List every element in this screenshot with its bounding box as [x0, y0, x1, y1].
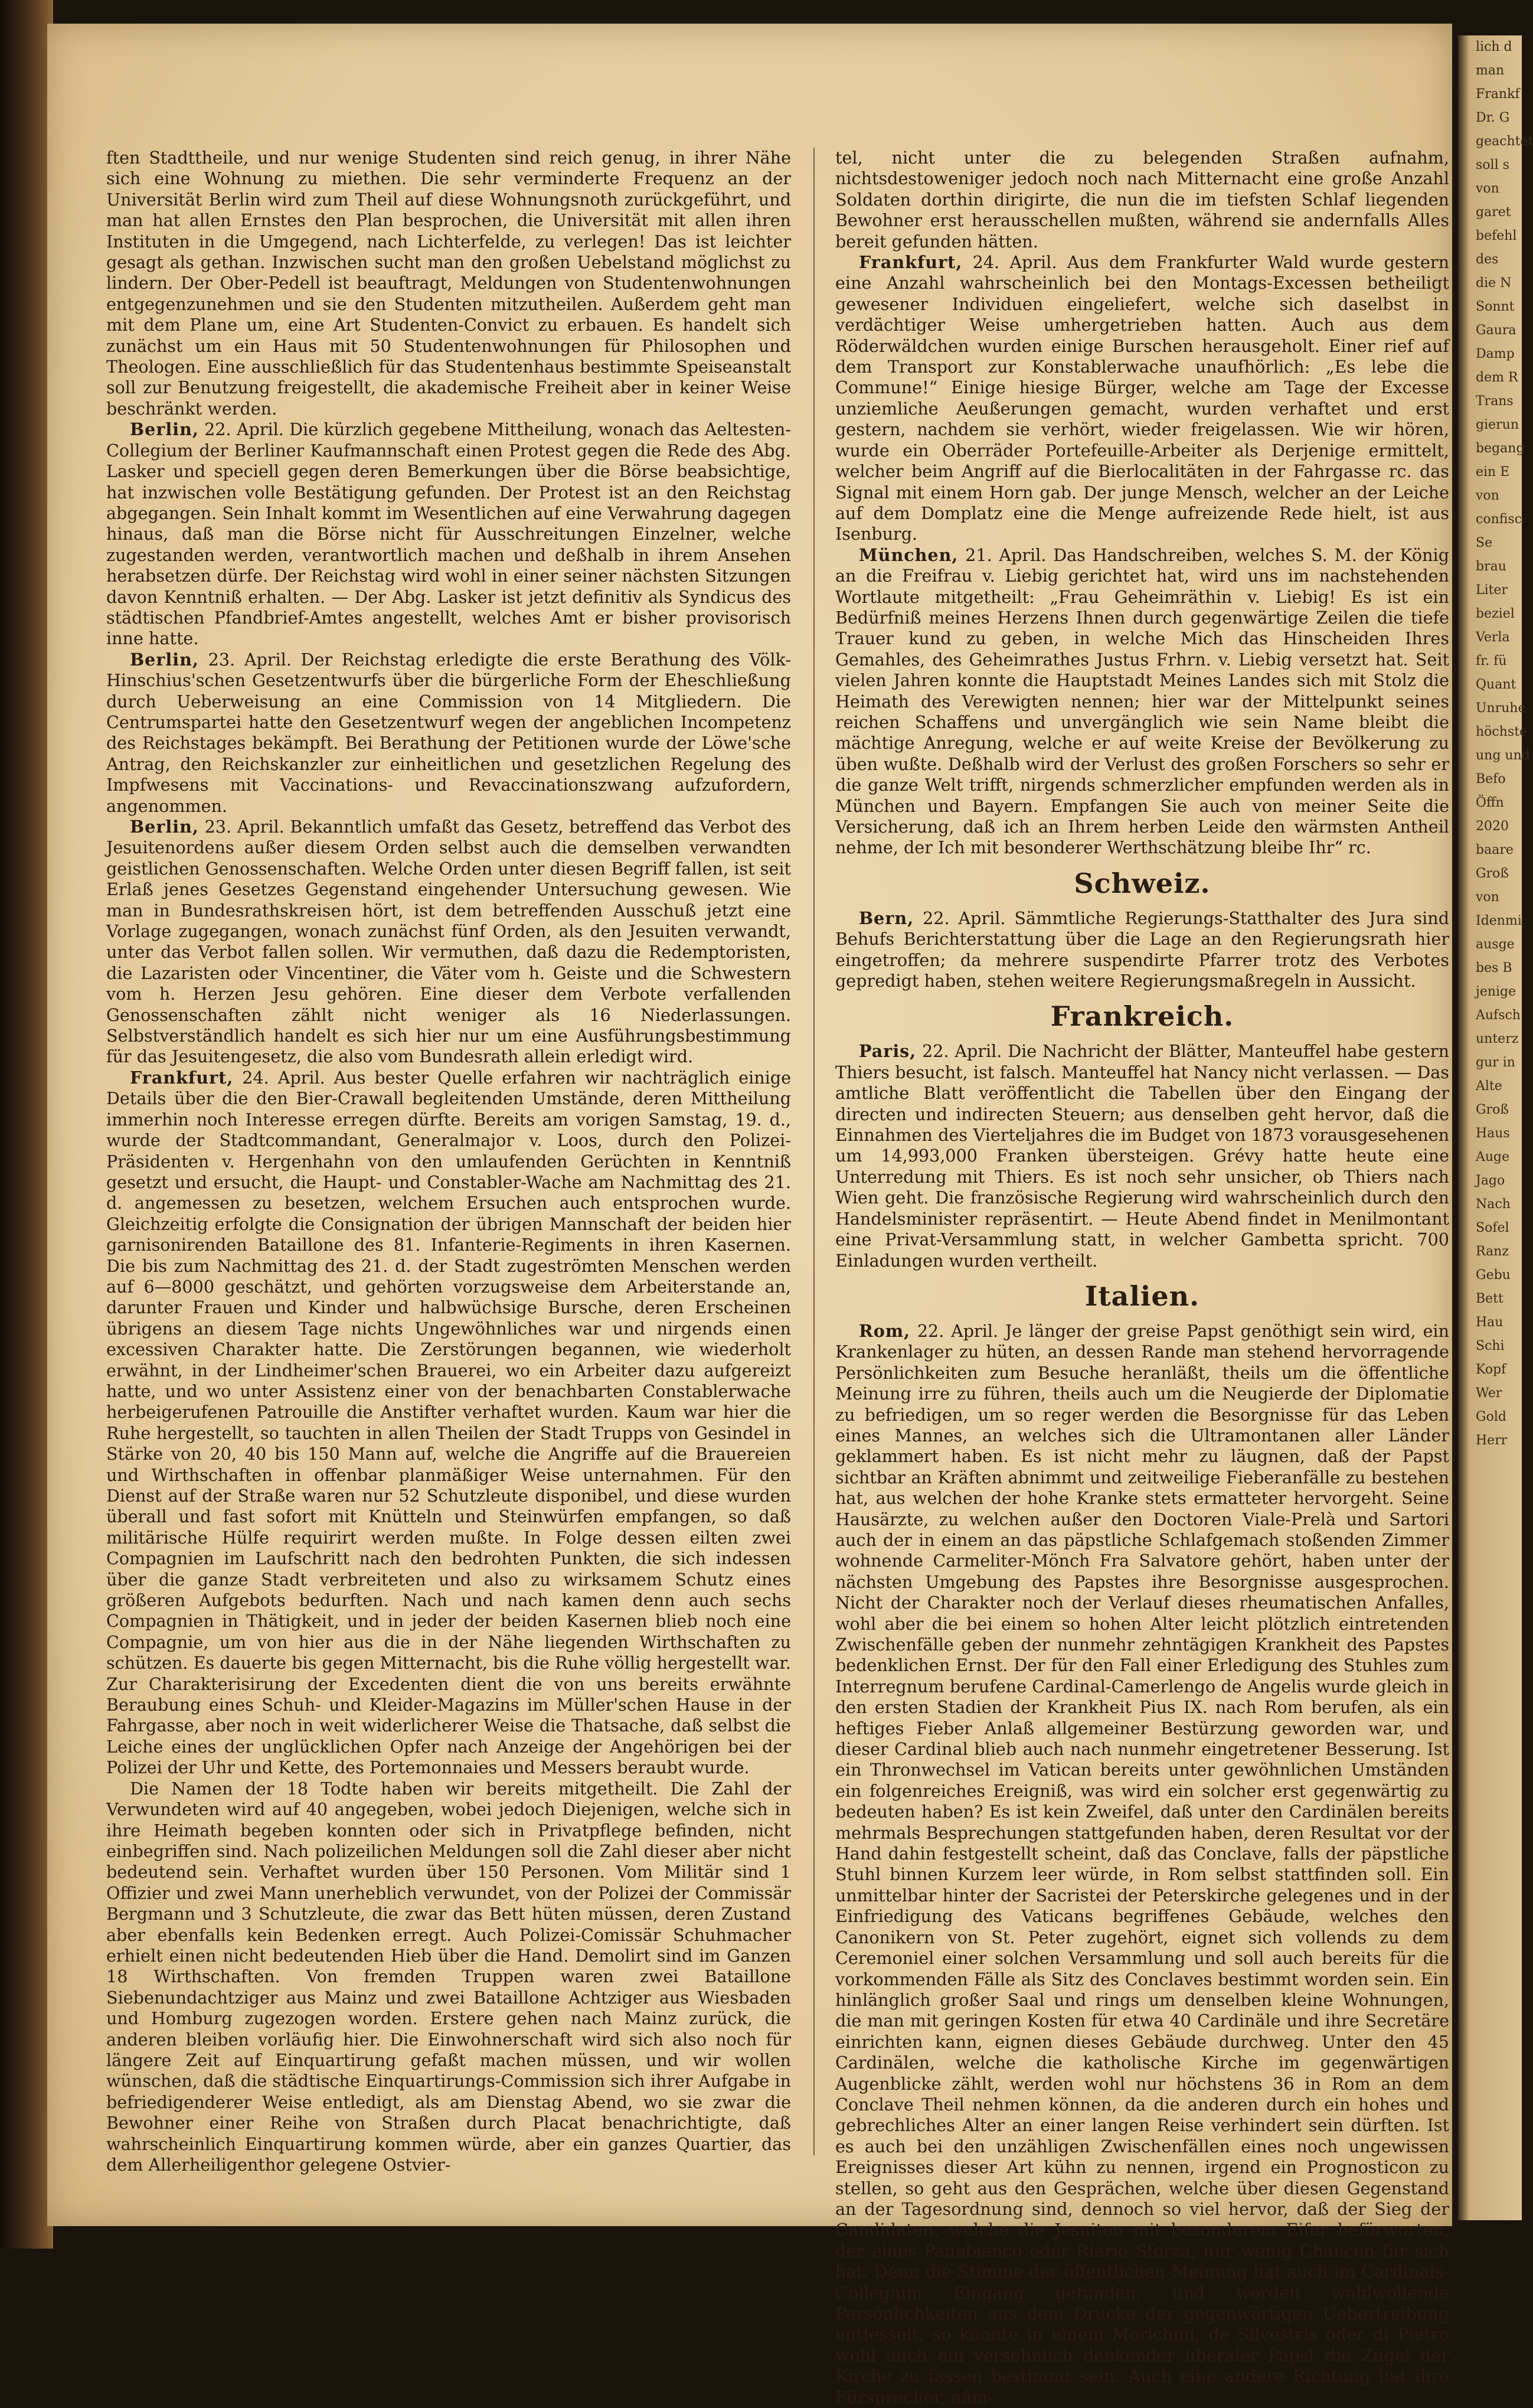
margin-text-fragment: baare — [1476, 843, 1514, 857]
margin-text-fragment: befehl — [1476, 229, 1517, 243]
dateline: Frankfurt, — [130, 1067, 234, 1088]
margin-text-fragment: gur in — [1476, 1055, 1515, 1070]
margin-text-fragment: Se — [1476, 536, 1493, 550]
margin-text-fragment: brau — [1476, 559, 1506, 574]
margin-text-fragment: Haus — [1476, 1126, 1510, 1141]
body-text: 24. April. Aus bester Quelle erfahren wir nachträglich einige Details über die den Bier-Crawall begleitenden Umstände, deren Mittheilung immerhin noch Interesse erregen dürfte. Bereits am vorigen Samstag, 19. d., wurde der Stadtcommandant, Generalmajor v. Loos, durch den Polizei-Präsidenten v. Hergenhahn von den umlaufenden Gerüchten in Kenntniß gesetzt und ersucht, die Haupt- und Constabler-Wache am Nachmittag des 21. d. angemessen zu besetzen, welchem Ersuchen auch entsprochen wurde. Gleichzeitig erfolgte die Consignation der übrigen Mannschaft der beiden hier garnisonirenden Bataillone des 81. Infanterie-Regiments in ihren Kasernen. Die bis zum Nachmittag des 21. d. der Stadt zugeströmten Menschen werden auf 6—8000 geschätzt, und gehörten vorzugsweise dem Arbeiterstande an, darunter Frauen und Kinder und halbwüchsige Bursche, deren Erscheinen übrigens an diesem Tage nichts Ungewöhnliches war und nirgends einen excessiven Charakter hatte. Die Zerstörungen begannen, wie wiederholt erwähnt, in der Lindheimer'schen Brauerei, wo ein Arbeiter dazu aufgereizt hatte, und wo unter Assistenz einer von der benachbarten Constablerwache herbeigerufenen Patrouille die Anstifter verhaftet wurden. Kaum war hier die Ruhe hergestellt, so tauchten in allen Theilen der Stadt Trupps von Gesindel in Stärke von 20, 40 bis 150 Mann auf, welche die Angriffe auf die Brauereien und Wirthschaften in offenbar planmäßiger Weise unternahmen. Für den Dienst auf der Straße waren nur 52 Schutzleute disponibel, und diese wurden überall und fast sofort mit Knütteln und Steinwürfen empfangen, so daß militärische Hülfe requirirt werden mußte. In Folge dessen eilten zwei Compagnien im Laufschritt nach den bedrohten Punkten, die sich indessen über die ganze Stadt verbreiteten und also zu wirksamem Schutz eines größeren Aufgebots bedurften. Nach und nach kamen denn auch sechs Compagnien in Thätigkeit, und in jeder der beiden Kasernen blieb noch eine Compagnie, um von hier aus die in der Nähe liegenden Wirthschaften zu schützen. Es dauerte bis gegen Mitternacht, bis die Ruhe völlig hergestellt war. Zur Charakterisirung der Excedenten dient die von uns bereits erwähnte Beraubung eines Schuh- und Kleider-Magazins im Müller'schen Hause in der Fahrgasse, aber noch in weit widerlicherer Weise die Thatsache, daß selbst die Leiche eines der unglücklichen Opfer nach Anzeige der Angehörigen bei der Polizei der Uhr und Kette, des Portemonnaies und Messers beraubt wurde. — [106, 1067, 791, 1778]
margin-text-fragment: Trans — [1476, 394, 1514, 409]
body-text: 23. April. Bekanntlich umfaßt das Gesetz, betreffend das Verbot des Jesuitenordens außer diesem Orden selbst auch die demselben verwandten geistlichen Genossenschaften. Welche Orden unter diesen Begriff fallen, ist seit Erlaß jenes Gesetzes Gegenstand eingehender Untersuchung gewesen. Wie man in Bundesrathskreisen hört, ist dem betreffenden Ausschuß jetzt eine Vorlage zugegangen, wonach zunächst fünf Orden, als den Jesuiten verwandt, unter das Verbot fallen sollen. Wir vermuthen, daß dazu die Redemptoristen, die Lazaristen oder Vincentiner, die Väter vom h. Geiste und die Schwestern vom h. Herzen Jesu gehören. Eine dieser dem Verbote verfallenden Genossenschaften zählt nicht weniger als 16 Niederlassungen. Selbstverständlich handelt es sich hier nur um eine Ausführungsbestimmung für das Jesuitengesetz, die also vom Bundesrath allein erledigt wird. — [106, 817, 791, 1067]
body-text: 22. April. Sämmtliche Regierungs-Statthalter des Jura sind Behufs Berichterstattung über die Lage an den Regierungsrath hier eingetroffen; da mehrere suspendirte Pfarrer trotz des Verbotes gepredigt haben, stehen weitere Regierungsmaßregeln in Aussicht. — [835, 908, 1449, 991]
dateline: Frankfurt, — [859, 252, 963, 273]
book-binding-edge — [0, 0, 53, 2249]
news-item — [835, 908, 1449, 992]
margin-text-fragment: Nach — [1476, 1197, 1511, 1212]
margin-text-fragment: Aufsch — [1476, 1008, 1521, 1023]
margin-text-fragment: Jago — [1476, 1173, 1505, 1188]
body-text: 22. April. Die Nachricht der Blätter, Manteuffel habe gestern Thiers besucht, ist falsch. Manteuffel hat Nancy nicht verlassen. — Das amtliche Blatt veröffentlicht die Tabellen über den Eingang der directen und indirecten Steuern; aus denselben geht hervor, daß die Einnahmen des Vierteljahres die im Budget von 1873 vorausgesehenen um 14,993,000 Franken übersteigen. Grévy hatte heute eine Unterredung mit Thiers. Es ist noch sehr unsicher, ob Thiers nach Wien geht. Die französische Regierung wird wahrscheinlich durch den Handelsminister repräsentirt. — Heute Abend findet in Menilmontant eine Privat-Versammlung statt, in welcher Gambetta spricht. 700 Einladungen wurden vertheilt. — [835, 1041, 1449, 1271]
margin-text-fragment: Liter — [1476, 583, 1508, 598]
adjacent-page-margin — [1458, 35, 1533, 2220]
margin-text-fragment: 2020 — [1476, 819, 1509, 834]
margin-text-fragment: Groß — [1476, 866, 1509, 881]
margin-text-fragment: bes B — [1476, 961, 1512, 975]
margin-text-fragment: Alte — [1476, 1079, 1502, 1094]
dateline: Paris, — [859, 1041, 917, 1062]
margin-text-fragment: Sonnt — [1476, 299, 1515, 314]
margin-text-fragment: soll s — [1476, 158, 1509, 172]
margin-text-fragment: Öffn — [1476, 795, 1504, 810]
dateline: Berlin, — [130, 817, 199, 837]
margin-text-fragment: Damp — [1476, 347, 1515, 361]
margin-text-fragment: von — [1476, 890, 1499, 905]
margin-text-fragment: Gold — [1476, 1409, 1506, 1424]
margin-text-fragment: ein E — [1476, 465, 1510, 479]
margin-text-fragment: Auge — [1476, 1150, 1510, 1164]
margin-text-fragment: unterz — [1476, 1032, 1519, 1046]
margin-text-fragment: höchste — [1476, 725, 1528, 739]
margin-text-fragment: die N — [1476, 276, 1512, 291]
margin-text-fragment: Wer — [1476, 1386, 1502, 1401]
dateline: Berlin, — [130, 649, 199, 670]
margin-text-fragment: fr. fü — [1476, 654, 1507, 668]
margin-text-fragment: jenige — [1476, 984, 1516, 999]
body-text: 21. April. Das Handschreiben, welches S. M. der König an die Freifrau v. Liebig gerichtet hat, wird uns im nachstehenden Wortlaute mitgetheilt: „Frau Geheimräthin v. Liebig! Es ist ein Bedürfniß meines Herzens Ihnen durch gegenwärtige Zeilen die tiefe Trauer kund zu geben, in welche Mich das Hinscheiden Ihres Gemahles, des Geheimrathes Justus Frhrn. v. Liebig versetzt hat. Seit vielen Jahren konnte die Hauptstadt Meines Landes sich mit Stolz die Heimath des Verewigten nennen; hier war der Mittelpunkt seines reichen Schaffens und unvergänglich wie sein Name bleibt die mächtige Anregung, welche er auf weite Kreise der Bevölkerung zu üben wußte. Deßhalb wird der Verlust des großen Forschers so sehr er die ganze Welt trifft, nirgends schmerzlicher empfunden werden als in München und Bayern. Empfangen Sie auch von meiner Seite die Versicherung, daß ich an Ihrem herben Leide den wärmsten Antheil nehme, der Ich mit besonderer Werthschätzung bleibe Ihr“ rc. — [835, 544, 1449, 858]
margin-text-fragment: Idenmi — [1476, 913, 1522, 928]
body-text: 24. April. Aus dem Frankfurter Wald wurde gestern eine Anzahl wahrscheinlich bei den Montags-Excessen betheiligt gewesener Individuen eingeliefert, welche sich daselbst in verdächtiger Weise umhergetrieben hatten. Auch aus dem Röderwäldchen wurden einige Burschen herausgeholt. Einer rief auf dem Transport zur Konstablerwache unaufhörlich: „Es lebe die Commune!“ Einige hiesige Bürger, welche am Tage der Excesse unziemliche Aeußerungen gemacht, wurden verhaftet und erst gestern, nachdem sie verhört, wieder freigelassen. Wie wir hören, wurde ein Oberräder Portefeuille-Arbeiter als Derjenige ermittelt, welcher beim Angriff auf die Bierlocalitäten in der Fahrgasse rc. das Signal mit einem Horn gab. Der junge Mensch, welcher an der Leiche auf dem Domplatz eine die Menge aufreizende Rede hielt, ist aus Isenburg. — [835, 252, 1449, 544]
dateline: Berlin, — [130, 419, 199, 440]
section-heading: Schweiz. — [1074, 867, 1211, 899]
margin-text-fragment: Groß — [1476, 1102, 1509, 1117]
body-text: Die Namen der 18 Todte haben wir bereits mitgetheilt. Die Zahl der Verwundeten wird auf 40 angegeben, wobei jedoch Diejenigen, welche sich in ihre Heimath begeben konnten oder sich in Privatpflege befinden, nicht einbegriffen sind. Nach polizeilichen Meldungen soll die Zahl dieser aber nicht bedeutend sein. Verhaftet wurden über 150 Personen. Vom Militär sind 1 Offizier und zwei Mann unerheblich verwundet, von der Polizei der Commissär Bergmann und 3 Schutzleute, die zwar das Bett hüten müssen, deren Zustand aber ebenfalls kein Bedenken erregt. Auch Polizei-Comissär Schuhmacher erhielt einen nicht bedeutenden Hieb über die Hand. Demolirt sind im Ganzen 18 Wirthschaften. Von fremden Truppen waren zwei Bataillone Siebenundachtziger aus Mainz und zwei Bataillone Achtziger aus Wiesbaden und Homburg zugezogen worden. Erstere gehen nach Mainz zurück, die anderen bleiben vorläufig hier. Die Einwohnerschaft wird sich also noch für längere Zeit auf Einquartirung gefaßt machen müssen, und wir wollen wünschen, daß die städtische Einquartirungs-Commission sich ihrer Aufgabe in befriedigenderer Weise entledigt, als am Dienstag Abend, wo sie zwar die Bewohner einer Reihe von Straßen durch Placat benachrichtigte, daß wahrscheinlich Einquartirung kommen würde, aber ein ganzes Quartier, das dem Allerheiligenthor gelegene Ostvier- — [106, 1778, 791, 2175]
section-heading: Italien. — [1084, 1280, 1200, 1312]
margin-text-fragment: Kopf — [1476, 1362, 1506, 1377]
news-item — [106, 419, 791, 649]
news-item — [106, 817, 791, 1068]
dateline: Rom, — [859, 1320, 911, 1341]
margin-text-fragment: von — [1476, 488, 1499, 503]
margin-text-fragment: Gaura — [1476, 323, 1516, 338]
section-heading: Frankreich. — [1050, 1000, 1234, 1033]
column-divider — [813, 148, 815, 2155]
margin-text-fragment: Gebu — [1476, 1268, 1511, 1283]
margin-text-fragment: Dr. G — [1476, 110, 1510, 125]
body-text: 22. April. Die kürzlich gegebene Mittheilung, wonach das Aeltesten-Collegium der Berliner Kaufmannschaft einen Protest gegen die Rede des Abg. Lasker und speciell gegen deren Bemerkungen über die Börse beabsichtige, hat inzwischen volle Bestätigung gefunden. Der Protest ist an den Reichstag abgegangen. Sein Inhalt kommt im Wesentlichen auf eine Verwahrung dagegen hinaus, daß man die Börse nicht für Ausschreitungen Einzelner, welche zugestanden werden, verantwortlich machen und deßhalb in ihrem Ansehen herabsetzen dürfe. Der Reichstag wird wohl in einer seiner nächsten Sitzungen davon Kenntniß erhalten. — Der Abg. Lasker ist jetzt definitiv als Syndicus des städtischen Pfandbrief-Amtes angestellt, welches Amt er bisher provisorisch inne hatte. — [106, 419, 791, 649]
margin-text-fragment: garet — [1476, 205, 1511, 220]
margin-text-fragment: Unruhe — [1476, 701, 1526, 716]
margin-text-fragment: dem R — [1476, 370, 1518, 385]
dateline: München, — [859, 544, 959, 565]
margin-text-fragment: lich d — [1476, 40, 1512, 54]
news-item — [835, 1321, 1449, 2408]
news-item — [106, 1068, 791, 1779]
article-paragraph — [835, 148, 1449, 252]
margin-text-fragment: ung und — [1476, 748, 1530, 763]
margin-text-fragment: beziel — [1476, 606, 1515, 621]
news-item — [835, 252, 1449, 545]
margin-text-fragment: Schi — [1476, 1339, 1505, 1353]
margin-text-fragment: Befo — [1476, 772, 1506, 787]
margin-text-fragment: confisc — [1476, 512, 1522, 527]
margin-text-fragment: von — [1476, 181, 1499, 196]
body-text: 23. April. Der Reichstag erledigte die erste Berathung des Völk-Hinschius'schen Gesetzentwurfs über die bürgerliche Form der Eheschließung durch Ueberweisung an eine Commission von 14 Mitgliedern. Die Centrumspartei hatte den Gesetzentwurf wegen der angeblichen Incompetenz des Reichstages bekämpft. Bei Berathung der Petitionen wurde der Löwe'sche Antrag, den Reichskanzler zur einheitlichen und gesetzlichen Regelung des Impfwesens mit Vaccinations- und Revaccinationszwang aufzufordern, angenommen. — [106, 649, 791, 816]
news-item — [835, 545, 1449, 859]
article-paragraph — [106, 148, 791, 419]
dateline: Bern, — [859, 908, 914, 928]
margin-text-fragment: Bett — [1476, 1291, 1503, 1306]
margin-text-fragment: Hau — [1476, 1315, 1503, 1330]
margin-text-fragment: Ranz — [1476, 1244, 1509, 1259]
body-text: tel, nicht unter die zu belegenden Straßen aufnahm, nichtsdestoweniger jedoch noch nach Mitternacht eine große Anzahl Soldaten dorthin dirigirte, die nun die im tiefsten Schlaf liegenden Bewohner erst herausschellen mußten, während sie andernfalls Alles bereit gefunden hätten. — [835, 148, 1449, 252]
body-text: 22. April. Je länger der greise Papst genöthigt sein wird, ein Krankenlager zu hüten, an dessen Rande man stehend hervorragende Persönlichkeiten zum Besuche heranläßt, theils um die öffentliche Meinung irre zu führen, theils auch um die Neugierde der Diplomatie zu befriedigen, um so reger werden die Besorgnisse für das Leben eines Mannes, an welches sich die Ultramontanen aller Länder geklammert haben. Es ist nicht mehr zu läugnen, daß der Papst sichtbar an Kräften abnimmt und zeitweilige Fieberanfälle zu bestehen hat, aus welchen der hohe Kranke stets ermatteter hervorgeht. Seine Hausärzte, zu welchen außer den Doctoren Viale-Prelà und Sartori auch der in einem an das päpstliche Schlafgemach stoßenden Zimmer wohnende Carmeliter-Mönch Fra Salvatore gehört, haben unter der nächsten Umgebung des Papstes ihre Besorgnisse ausgesprochen. Nicht der Charakter noch der Verlauf dieses rheumatischen Anfalles, wohl aber die bei einem so hohen Alter leicht plötzlich eintretenden Zwischenfälle geben der nunmehr zehntägigen Krankheit des Papstes bedenklichen Ernst. Der für den Fall einer Erledigung des Stuhles zum Interregnum berufene Cardinal-Camerlengo de Angelis wurde gleich in den ersten Stadien der Krankheit Pius IX. nach Rom berufen, als ein heftiges Fieber Anlaß allgemeiner Bestürzung geworden war, und dieser Cardinal blieb auch nach nunmehr eingetretener Besserung. Ist ein Thronwechsel im Vatican bereits unter gewöhnlichen Umständen ein folgenreiches Ereigniß, was wird ein solcher erst gegenwärtig zu bedeuten haben? Es ist kein Zweifel, daß unter den Cardinälen bereits mehrmals Besprechungen stattgefunden haben, deren Resultat vor der Hand dahin festgestellt scheint, daß das Conclave, falls der päpstliche Stuhl binnen Kurzem leer würde, in Rom selbst stattfinden soll. Ein unmittelbar hinter der Sacristei der Peterskirche gelegenes und in der Einfriedigung des Vaticans begriffenes Gebäude, welches den Canonikern von St. Peter zugehört, eignet sich vollends zu dem Ceremoniel einer solchen Versammlung und soll auch bereits für die vorkommenden Fälle als Sitz des Conclaves bestimmt worden sein. Ein hinlänglich großer Saal und rings um denselben kleine Wohnungen, die man mit geringen Kosten für etwa 40 Cardinäle und ihre Secretäre einrichten kann, eignen dieses Gebäude durchweg. Unter den 45 Cardinälen, welche die katholische Kirche im gegenwärtigen Augenblicke zählt, werden wohl nur höchstens 36 in Rom an dem Conclave Theil nehmen können, da die anderen durch ein hohes und gebrechliches Alter an einer langen Reise verhindert sein dürften. Ist es auch bei den unzähligen Zwischenfällen eines noch ungewissen Ereignisses dieser Art kühn zu nennen, irgend ein Prognosticon zu stellen, so geht aus den Gesprächen, welche über diesen Gegenstand an der Tagesordnung sind, dennoch so viel hervor, daß der Sieg der Candidaten, welche die Jesuiten mit besonderem Eifer befürworten, der eines Pauebianco oder Riario Sforza, nur wenig Chancen für sich hat. Denn die Stimme der öffentlichen Meinung hat auch im Cardinals-Collegium Eingang gefunden, und werden wohlwollende Persönlichkeiten aus dem Drucke der gegenwärtigen Uebertreibung entfesselt, so könnte in einem Morichini, de Silvestris oder di Pietro wohl auch ein versöhnlich denkender liberaler Papst die Zügel der Kirche zu fassen bestimmt sein. Auch eine andere Richtung hat ihre Fürsprecher, nám- — [835, 1320, 1449, 2407]
margin-text-fragment: Quant — [1476, 677, 1516, 692]
margin-text-fragment: Sofel — [1476, 1221, 1509, 1235]
margin-text-fragment: Verla — [1476, 630, 1510, 645]
news-item — [835, 1041, 1449, 1271]
margin-text-fragment: Herr — [1476, 1433, 1508, 1448]
margin-text-fragment: begang — [1476, 441, 1525, 456]
right-column — [835, 148, 1449, 2407]
body-text: ften Stadttheile, und nur wenige Studenten sind reich genug, in ihrer Nähe sich eine Wohnung zu miethen. Die sehr verminderte Frequenz an der Universität Berlin wird zum Theil auf diese Wohnungsnoth zurückgeführt, und man hat allen Ernstes den Plan besprochen, die Universität mit allen ihren Instituten in die Umgegend, nach Lichterfelde, zu verlegen! Das ist leichter gesagt als gethan. Inzwischen sucht man den großen Uebelstand möglichst zu lindern. Der Ober-Pedell ist beauftragt, Meldungen von Studentenwohnungen entgegenzunehmen und sie den Studenten mitzutheilen. Außerdem geht man mit dem Plane um, eine Art Studenten-Convict zu erbauen. Es handelt sich zunächst um ein Haus mit 50 Studentenwohnungen für Philosophen und Theologen. Eine ausschließlich für das Studentenhaus bestimmte Speiseanstalt soll zur Benutzung freigestellt, die akademische Freiheit aber in keiner Weise beschränkt werden. — [106, 148, 791, 419]
left-column — [106, 148, 791, 2175]
margin-text-fragment: Frankf — [1476, 87, 1520, 102]
margin-text-fragment: geachtet — [1476, 134, 1533, 149]
article-paragraph — [106, 1779, 791, 2176]
margin-text-fragment: des — [1476, 252, 1499, 267]
margin-text-fragment: ausge — [1476, 937, 1515, 952]
margin-text-fragment: man — [1476, 63, 1505, 78]
news-item — [106, 650, 791, 817]
margin-text-fragment: gierun — [1476, 417, 1519, 432]
